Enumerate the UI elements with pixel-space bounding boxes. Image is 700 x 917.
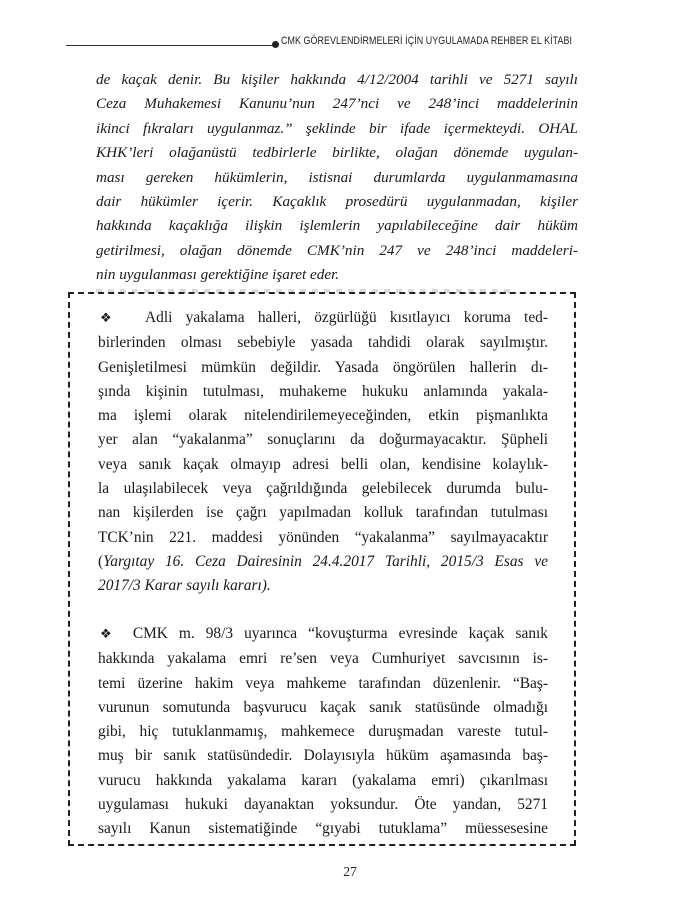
text-line: uygulaması hukuki dayanaktan yoksundur. Öte yandan, 5271 xyxy=(98,796,548,814)
text-line: Ceza Muhakemesi Kanunu’nun 247’nci ve 248’inci maddelerinin xyxy=(96,95,578,113)
citation-line: (Yargıtay 16. Ceza Dairesinin 24.4.2017 Tarihli, 2015/3 Esas ve xyxy=(98,552,548,570)
box-paragraph-adli-yakalama xyxy=(98,306,548,599)
text-line: temi üzerine hakim veya mahkeme tarafından düzenlenir. “Baş- xyxy=(98,674,548,692)
diamond-bullet-icon: ❖ xyxy=(100,311,122,326)
text-line: nan kişilerden ise çağrı yapılmadan kolluk tarafından tutulması xyxy=(98,504,548,522)
text-line: veya sanık kaçak olmayıp adresi belli olan, kendisine kolaylık- xyxy=(98,455,548,473)
text-line: birlerinden olması sebebiyle yasada tahdidi olarak sayılmıştır. xyxy=(98,334,548,352)
text-line: dair hükümler içerir. Kaçaklık prosedürü uygulanmadan, kişiler xyxy=(96,193,578,211)
running-header xyxy=(66,30,580,58)
text-line: de kaçak denir. Bu kişiler hakkında 4/12/2004 tarihli ve 5271 sayılı xyxy=(96,71,578,88)
text-line: şında kişinin tutulması, muhakeme hukuku anlamında yakala- xyxy=(98,382,548,400)
text-line: vurunun somutunda başvurucu kaçak sanık statüsünde olmadığı xyxy=(98,698,548,716)
text-line: TCK’nin 221. maddesi yönünden “yakalanma” sayılmayacaktır xyxy=(98,528,548,546)
text-line: Genişletilmesi mümkün değildir. Yasada öngörülen hallerin dı- xyxy=(98,358,548,376)
text-line: muş bir sanık statüsündedir. Dolayısıyla hüküm aşamasında baş- xyxy=(98,747,548,765)
citation-line: 2017/3 Karar sayılı kararı). xyxy=(98,577,271,595)
text-line: vurucu hakkında yakalama kararı (yakalama emri) çıkarılması xyxy=(98,771,548,789)
text-line: nin uygulanması gerektiğine işaret eder. xyxy=(96,266,340,284)
text-line: ❖ CMK m. 98/3 uyarınca “kovuşturma evresinde kaçak sanık xyxy=(100,625,548,642)
text-line: yer alan “yakalanma” sonuçlarını da doğurmayacaktır. Şüpheli xyxy=(98,431,548,449)
text-line: hakkında kaçaklığa ilişkin işlemlerin yapılabileceğine dair hüküm xyxy=(96,217,578,235)
text-line: ma işlemi olarak nitelendirilemeyeceğinden, etkin pişmanlıkta xyxy=(98,407,548,425)
text-line: hakkında yakalama emri re’sen veya Cumhuriyet savcısının is- xyxy=(98,650,548,668)
text-line: la ulaşılabilecek veya çağrıldığında gelebilecek durumda bulu- xyxy=(98,480,548,498)
page-number: 27 xyxy=(343,864,357,879)
text-line: gibi, hiç tutuklanmamış, mahkemece duruşmadan vareste tutul- xyxy=(98,723,548,741)
text-line: KHK’leri olağanüstü tedbirlerle birlikte, olağan dönemde uygulan- xyxy=(96,144,578,162)
text-line: ❖ Adli yakalama halleri, özgürlüğü kısıtlayıcı koruma ted- xyxy=(100,309,548,326)
box-paragraph-cmk-98 xyxy=(98,622,548,842)
header-rule xyxy=(66,45,274,46)
intro-paragraph xyxy=(96,68,578,288)
diamond-bullet-icon: ❖ xyxy=(100,627,119,642)
highlight-box xyxy=(68,292,576,846)
book-title: CMK GÖREVLENDİRMELERİ İÇİN UYGULAMADA REHBER EL KİTABI xyxy=(281,35,573,47)
text-line: ması gereken hükümlerin, istisnai durumlarda uygulanmamasına xyxy=(96,168,578,186)
text-line: sayılı Kanun sistematiğinde “gıyabi tutuklama” müessesesine xyxy=(98,820,548,838)
text-line: ikinci fıkraları uygulanmaz.” şeklinde bir ifade içermekteydi. OHAL xyxy=(96,119,578,137)
header-bullet-dot xyxy=(272,41,279,48)
text-line: getirilmesi, olağan dönemde CMK’nin 247 ve 248’inci maddeleri- xyxy=(96,241,578,259)
